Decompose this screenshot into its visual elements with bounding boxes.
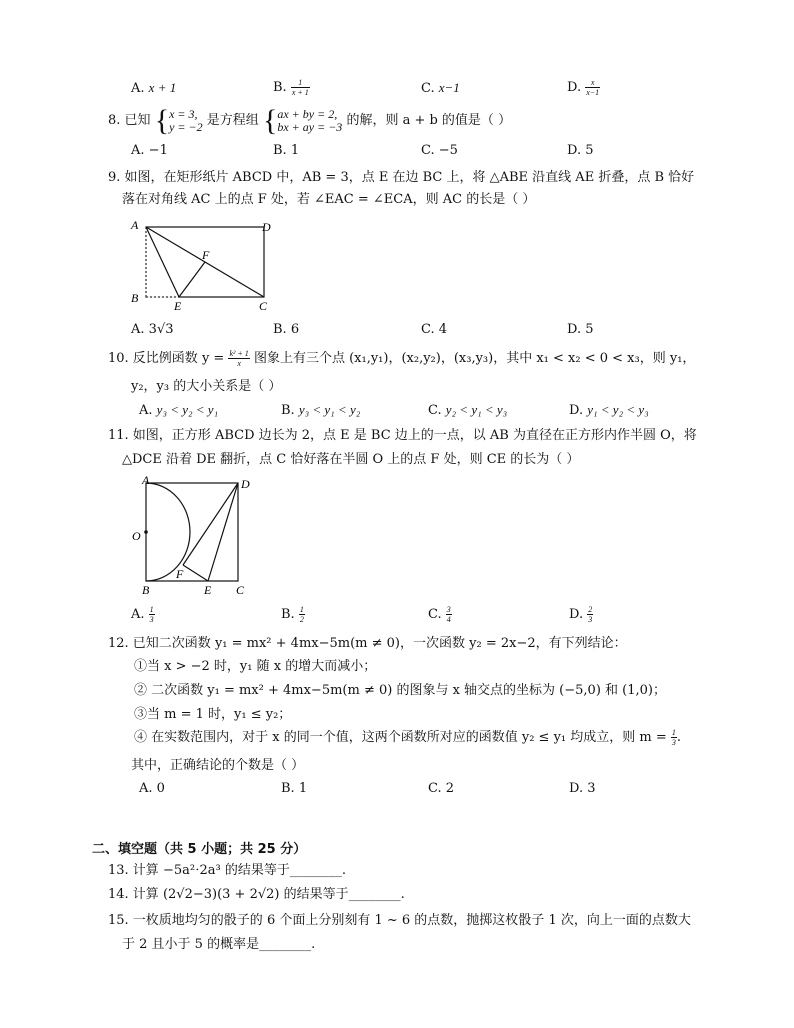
- numerator: 1: [291, 78, 310, 88]
- q10-option-b: [281, 402, 360, 419]
- q12-s4-text: ④ 在实数范围内，对于 x 的同一个值，这两个函数所对应的函数值 y₂ ≤ y₁ 均成立，则 m =: [134, 729, 667, 745]
- option-fraction: [299, 605, 305, 624]
- option-value: 3√3: [148, 322, 174, 337]
- option-fraction: [585, 78, 600, 97]
- option-label: A.: [139, 781, 153, 796]
- denominator: 2: [299, 615, 304, 624]
- option-label: D.: [567, 322, 582, 337]
- option-label: D.: [569, 403, 584, 418]
- option-value: x + 1: [148, 80, 177, 95]
- option-fraction: [587, 605, 593, 624]
- system-2-line-1: ax + by = 2,: [277, 107, 338, 121]
- q15-line-1: 15. 一枚质地均匀的骰子的 6 个面上分别刻有 1 ~ 6 的点数，抛掷这枚骰子 1 次，向上一面的点数大: [108, 913, 691, 928]
- numerator: 1: [149, 605, 154, 614]
- q10-option-d: [569, 402, 649, 419]
- denominator: x: [237, 359, 241, 368]
- option-label: B.: [281, 781, 295, 796]
- q9-figure: [125, 216, 285, 312]
- q10-text-b: 图象上有三个点 (x₁,y₁)，(x₂,y₂)，(x₃,y₃)，其中 x₁ < x₂ < 0 < x₃，则 y₁，: [253, 350, 696, 366]
- system-1: [169, 108, 203, 134]
- option-value: 2: [445, 781, 455, 796]
- option-label: B.: [273, 143, 287, 158]
- option-label: C.: [428, 781, 442, 796]
- option-fraction: [149, 605, 155, 624]
- numerator: 2: [588, 605, 593, 614]
- option-label: C.: [421, 81, 435, 96]
- system-2: [277, 108, 342, 134]
- question-number: 8.: [108, 113, 121, 128]
- label-f: F: [202, 248, 210, 262]
- label-f: F: [176, 567, 184, 581]
- system-2-line-2: bx + ay = −3: [277, 120, 343, 134]
- q9-option-a: [131, 322, 174, 338]
- q8-text-1: 已知: [124, 113, 151, 128]
- segment-ae: [146, 227, 179, 297]
- q12-statement-2: ② 二次函数 y₁ = mx² + 4mx−5m(m ≠ 0) 的图象与 x 轴交点的坐标为 (−5,0) 和 (1,0)；: [134, 683, 666, 698]
- option-fraction: [446, 605, 452, 624]
- q13: 13. 计算 −5a²⋅2a³ 的结果等于________.: [108, 863, 347, 878]
- segment-de: [208, 483, 238, 581]
- denominator: 3: [588, 615, 593, 624]
- segment-ef: [179, 262, 205, 297]
- option-label: A.: [131, 81, 145, 96]
- q8-text-2: 是方程组: [206, 113, 259, 128]
- label-c: C: [259, 299, 268, 312]
- option-label: A.: [131, 322, 145, 337]
- option-label: B.: [273, 322, 287, 337]
- q9-line-1: 9. 如图，在矩形纸片 ABCD 中，AB = 3，点 E 在边 BC 上，将 △ABE 沿直线 AE 折叠，点 B 恰好: [108, 170, 695, 185]
- semicircle-o: [146, 483, 190, 581]
- label-c: C: [236, 583, 245, 597]
- q10-line-2: y₂，y₃ 的大小关系是（ ）: [131, 379, 282, 394]
- denominator: x + 1: [291, 88, 309, 97]
- option-label: B.: [281, 607, 295, 622]
- section-title: 二、填空题（共 5 小题；共 25 分）: [92, 842, 307, 857]
- system-1-line-2: y = −2: [169, 120, 203, 134]
- q12-statement-1: ①当 x > −2 时，y₁ 随 x 的增大而减小；: [134, 659, 377, 674]
- numerator: 3: [446, 605, 451, 614]
- label-a: A: [131, 218, 139, 232]
- q11-option-b: [281, 605, 305, 624]
- option-value: y₃ < y₂ < y₁: [156, 402, 219, 417]
- q7-option-a: [131, 80, 176, 97]
- q8-option-d: [567, 143, 594, 159]
- segment-df: [183, 483, 238, 565]
- square-abcd: [146, 483, 238, 581]
- label-o: O: [132, 529, 141, 543]
- q10-text-a: 10. 反比例函数 y =: [108, 350, 225, 366]
- center-point-o: [144, 530, 148, 534]
- q8-text-3: 的解，则 a + b 的值是（ ）: [346, 113, 512, 128]
- option-label: D.: [569, 607, 584, 622]
- option-value: y₃ < y₁ < y₂: [298, 402, 361, 417]
- q9-option-d: [567, 322, 594, 338]
- q12-line-1: 12. 已知二次函数 y₁ = mx² + 4mx−5m(m ≠ 0)，一次函数 y₂ = 2x−2，有下列结论：: [108, 636, 627, 651]
- option-label: A.: [131, 143, 145, 158]
- q9-line-2: 落在对角线 AC 上的点 F 处，若 ∠EAC = ∠ECA，则 AC 的长是（ ）: [122, 192, 536, 207]
- q11-figure: [128, 472, 260, 600]
- label-e: E: [174, 299, 182, 312]
- option-value: y₁ < y₂ < y₃: [587, 402, 649, 417]
- option-label: C.: [428, 607, 442, 622]
- option-value: 6: [290, 322, 300, 337]
- q12-s4-end: .: [676, 729, 682, 745]
- q12-statement-3: ③当 m = 1 时，y₁ ≤ y₂；: [134, 707, 292, 722]
- segment-fe: [183, 565, 208, 581]
- option-fraction: [291, 78, 310, 97]
- q11-option-a: [131, 605, 155, 624]
- q12-option-a: [139, 781, 165, 797]
- brace-icon: {: [262, 104, 278, 137]
- option-value: x−1: [438, 80, 460, 95]
- label-b: B: [142, 583, 150, 597]
- q8-option-c: [421, 143, 458, 159]
- q10-fraction: [228, 349, 249, 368]
- q7-option-c: [421, 80, 460, 97]
- q8-option-a: [131, 143, 168, 159]
- system-1-line-1: x = 3,: [169, 107, 198, 121]
- option-label: B.: [281, 403, 295, 418]
- q10-option-c: [428, 402, 507, 419]
- denominator: 4: [446, 615, 451, 624]
- option-value: 5: [585, 322, 594, 337]
- numerator: k² + 1: [229, 349, 249, 358]
- option-value: −5: [438, 143, 458, 158]
- option-label: B.: [273, 80, 287, 95]
- option-value: 3: [587, 781, 596, 796]
- q10-line-1: [108, 349, 695, 373]
- q14: 14. 计算 (2√2−3)(3 + 2√2) 的结果等于________.: [108, 887, 405, 902]
- label-a: A: [142, 473, 150, 487]
- q11-line-2: △DCE 沿着 DE 翻折，点 C 恰好落在半圆 O 上的点 F 处，则 CE 的长为（ ）: [122, 452, 580, 467]
- option-value: y₂ < y₁ < y₃: [445, 402, 508, 417]
- option-label: C.: [428, 403, 442, 418]
- q15-line-2: 于 2 且小于 5 的概率是________.: [122, 937, 316, 952]
- option-label: C.: [421, 143, 435, 158]
- option-label: A.: [131, 607, 145, 622]
- option-label: D.: [567, 80, 582, 95]
- q7-option-b: [273, 78, 310, 97]
- numerator: 1: [671, 728, 676, 737]
- q9-option-c: [421, 322, 447, 338]
- option-value: 4: [438, 322, 448, 337]
- q11-line-1: 11. 如图，正方形 ABCD 边长为 2，点 E 是 BC 边上的一点，以 AB 为直径在正方形内作半圆 O，将: [108, 428, 697, 443]
- q7-option-d: [567, 78, 600, 97]
- q8-option-b: [273, 143, 299, 159]
- brace-icon: {: [154, 104, 170, 137]
- option-label: C.: [421, 322, 435, 337]
- label-d: D: [241, 477, 250, 491]
- numerator: x: [585, 78, 600, 88]
- q11-option-d: [569, 605, 593, 624]
- q12-line-end: 其中，正确结论的个数是（ ）: [131, 758, 305, 773]
- option-value: 5: [585, 143, 594, 158]
- numerator: 1: [299, 605, 304, 614]
- denominator: 3: [671, 738, 676, 747]
- q12-option-d: [569, 781, 596, 797]
- option-value: 1: [298, 781, 308, 796]
- option-value: −1: [148, 143, 168, 158]
- denominator: x−1: [586, 88, 600, 97]
- q12-option-c: [428, 781, 454, 797]
- q8-stem: [108, 106, 511, 136]
- option-label: D.: [569, 781, 584, 796]
- option-label: A.: [139, 403, 153, 418]
- label-d: D: [262, 220, 271, 234]
- q10-option-a: [139, 402, 218, 419]
- option-value: 1: [290, 143, 300, 158]
- q12-option-b: [281, 781, 307, 797]
- denominator: 3: [149, 615, 154, 624]
- q9-option-b: [273, 322, 299, 338]
- option-label: D.: [567, 143, 582, 158]
- option-value: 0: [156, 781, 165, 796]
- q12-statement-4: [134, 728, 681, 752]
- label-b: B: [131, 291, 139, 305]
- q11-option-c: [428, 605, 452, 624]
- label-e: E: [204, 583, 212, 597]
